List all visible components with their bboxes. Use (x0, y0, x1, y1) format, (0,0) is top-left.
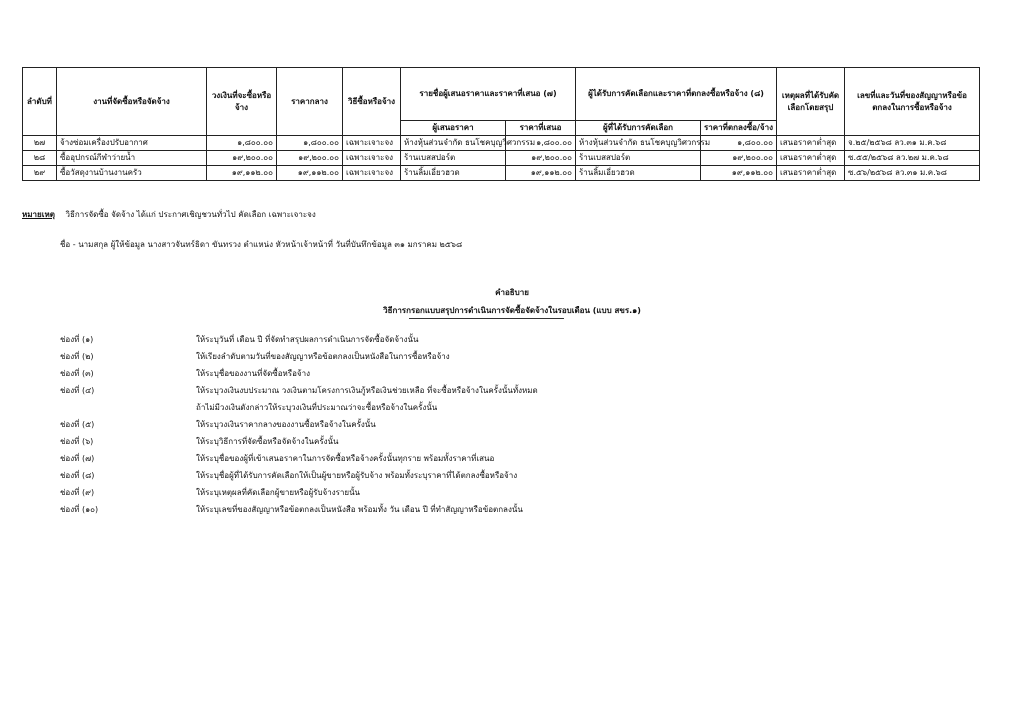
cell-bid-price: ๑๙,๑๑๒.๐๐ (506, 166, 576, 181)
subheader-bidder-name: ผู้เสนอราคา (401, 121, 506, 136)
header-seq: ลำดับที่ (23, 68, 57, 136)
header-contract: เลขที่และวันที่ของสัญญาหรือข้อตกลงในการซื้อหรือจ้าง (845, 68, 980, 136)
header-median-price: ราคากลาง (277, 68, 343, 136)
cell-budget: ๑๙,๑๑๒.๐๐ (207, 166, 277, 181)
instruction-desc: ถ้าไม่มีวงเงินดังกล่าวให้ระบุวงเงินที่ประมาณว่าจะซื้อหรือจ้างในครั้งนั้น (196, 403, 438, 412)
instruction-slot: ช่องที่ (๒) (60, 352, 94, 361)
recorder-info: ชื่อ - นามสกุล ผู้ให้ข้อมูล นางสาวจันทร์ธิดา ขันทรวง ตำแหน่ง หัวหน้าเจ้าหน้าที่ วันที่บันทึกข้อมูล ๓๑ มกราคม ๒๕๖๘ (60, 240, 463, 249)
header-item: งานที่จัดซื้อหรือจัดจ้าง (57, 68, 207, 136)
cell-reason: เสนอราคาต่ำสุด (777, 136, 845, 151)
cell-reason: เสนอราคาต่ำสุด (777, 166, 845, 181)
header-method: วิธีซื้อหรือจ้าง (343, 68, 401, 136)
header-selected: ผู้ได้รับการคัดเลือกและราคาที่ตกลงซื้อหรือจ้าง (๘) (576, 68, 777, 121)
instruction-desc: ให้ระบุวันที่ เดือน ปี ที่จัดทำสรุปผลการดำเนินการจัดซื้อจัดจ้างนั้น (196, 335, 419, 344)
cell-bid-price: ๑,๘๐๐.๐๐ (506, 136, 576, 151)
table-header-row (23, 68, 980, 121)
cell-budget: ๑๙,๒๐๐.๐๐ (207, 151, 277, 166)
cell-contract: ซ.๕๖/๒๕๖๘ ลว.๓๑ ม.ค.๖๘ (845, 166, 980, 181)
instruction-slot: ช่องที่ (๔) (60, 386, 95, 395)
list-item (60, 333, 960, 350)
instruction-slot: ช่องที่ (๑๐) (60, 505, 99, 514)
list-item (60, 350, 960, 367)
cell-method: เฉพาะเจาะจง (343, 136, 401, 151)
list-item (60, 486, 960, 503)
list-item (60, 401, 960, 418)
list-item (60, 435, 960, 452)
remark-label: หมายเหตุ (22, 210, 55, 219)
cell-method: เฉพาะเจาะจง (343, 166, 401, 181)
instruction-slot: ช่องที่ (๕) (60, 420, 95, 429)
subheader-bid-price: ราคาที่เสนอ (506, 121, 576, 136)
table-row (23, 151, 980, 166)
list-item (60, 503, 960, 520)
instruction-slot: ช่องที่ (๖) (60, 437, 94, 446)
instruction-desc: ให้ระบุวงเงินงบประมาณ วงเงินตามโครงการเงินกู้หรือเงินช่วยเหลือ ที่จะซื้อหรือจ้างในครั้งนั้นทั้งหมด (196, 386, 538, 395)
instruction-slot: ช่องที่ (๓) (60, 369, 94, 378)
explanation-subtitle: วิธีการกรอกแบบสรุปการดำเนินการจัดซื้อจัดจ้างในรอบเดือน (แบบ สขร.๑) (383, 306, 641, 315)
list-item (60, 452, 960, 469)
instruction-desc: ให้ระบุวิธีการที่จัดซื้อหรือจัดจ้างในครั้งนั้น (196, 437, 339, 446)
cell-median-price: ๑๙,๒๐๐.๐๐ (277, 151, 343, 166)
cell-contract: จ.๒๕/๒๕๖๘ ลว.๓๑ ม.ค.๖๘ (845, 136, 980, 151)
instruction-desc: ให้ระบุวงเงินราคากลางของงานซื้อหรือจ้างในครั้งนั้น (196, 420, 376, 429)
cell-agreed-price: ๑๙,๒๐๐.๐๐ (701, 151, 777, 166)
remark-text: วิธีการจัดซื้อ จัดจ้าง ได้แก่ ประกาศเชิญชวนทั่วไป คัดเลือก เฉพาะเจาะจง (65, 210, 316, 219)
instruction-desc: ให้ระบุชื่อผู้ที่ได้รับการคัดเลือกให้เป็นผู้ขายหรือผู้รับจ้าง พร้อมทั้งระบุราคาที่ได้ตกลงซื้อหรือจ้าง (196, 471, 518, 480)
cell-item: จ้างซ่อมเครื่องปรับอากาศ (57, 136, 207, 151)
list-item (60, 418, 960, 435)
cell-agreed-price: ๑,๘๐๐.๐๐ (701, 136, 777, 151)
instruction-desc: ให้เรียงลำดับตามวันที่ของสัญญาหรือข้อตกลงเป็นหนังสือในการซื้อหรือจ้าง (196, 352, 450, 361)
cell-median-price: ๑,๘๐๐.๐๐ (277, 136, 343, 151)
subheader-agreed-price: ราคาที่ตกลงซื้อ/จ้าง (701, 121, 777, 136)
list-item (60, 384, 960, 401)
subtitle-underline (409, 318, 564, 319)
cell-selected: ร้านเบสสปอร์ต (576, 151, 701, 166)
cell-seq: ๒๘ (23, 151, 57, 166)
instruction-slot: ช่องที่ (๗) (60, 454, 95, 463)
table-row (23, 136, 980, 151)
instruction-desc: ให้ระบุชื่อของผู้ที่เข้าเสนอราคาในการจัดซื้อหรือจ้างครั้งนั้นทุกราย พร้อมทั้งราคาที่เสนอ (196, 454, 495, 463)
remark (22, 208, 316, 221)
cell-reason: เสนอราคาต่ำสุด (777, 151, 845, 166)
header-budget: วงเงินที่จะซื้อหรือจ้าง (207, 68, 277, 136)
table-row (23, 166, 980, 181)
cell-method: เฉพาะเจาะจง (343, 151, 401, 166)
cell-contract: ซ.๕๕/๒๕๖๘ ลว.๒๗ ม.ค.๖๘ (845, 151, 980, 166)
instruction-slot: ช่องที่ (๘) (60, 471, 95, 480)
cell-bidder: ร้านเบสสปอร์ต (401, 151, 506, 166)
cell-bidder: ร้านลิ้มเอี่ยวฮวด (401, 166, 506, 181)
list-item (60, 469, 960, 486)
cell-item: ซื้ออุปกรณ์กีฬาว่ายน้ำ (57, 151, 207, 166)
cell-selected: ห้างหุ้นส่วนจำกัด ธนโชคบุญวิศวกรรม (576, 136, 701, 151)
cell-item: ซื้อวัสดุงานบ้านงานครัว (57, 166, 207, 181)
explanation-title: คำอธิบาย (495, 288, 529, 297)
cell-bidder: ห้างหุ้นส่วนจำกัด ธนโชคบุญวิศวกรรม (401, 136, 506, 151)
instruction-desc: ให้ระบุชื่อของงานที่จัดซื้อหรือจ้าง (196, 369, 310, 378)
cell-agreed-price: ๑๙,๑๑๒.๐๐ (701, 166, 777, 181)
header-bidders: รายชื่อผู้เสนอราคาและราคาที่เสนอ (๗) (401, 68, 576, 121)
instruction-slot: ช่องที่ (๑) (60, 335, 94, 344)
cell-bid-price: ๑๙,๒๐๐.๐๐ (506, 151, 576, 166)
header-reason: เหตุผลที่ได้รับคัดเลือกโดยสรุป (777, 68, 845, 136)
instruction-list (60, 333, 960, 520)
cell-seq: ๒๙ (23, 166, 57, 181)
instruction-desc: ให้ระบุเหตุผลที่คัดเลือกผู้ขายหรือผู้รับจ้างรายนั้น (196, 488, 361, 497)
procurement-summary-table (22, 67, 980, 181)
list-item (60, 367, 960, 384)
cell-median-price: ๑๙,๑๑๒.๐๐ (277, 166, 343, 181)
cell-budget: ๑,๘๐๐.๐๐ (207, 136, 277, 151)
cell-selected: ร้านลิ้มเอี่ยวฮวด (576, 166, 701, 181)
instruction-desc: ให้ระบุเลขที่ของสัญญาหรือข้อตกลงเป็นหนังสือ พร้อมทั้ง วัน เดือน ปี ที่ทำสัญญาหรือข้อตกลงนั้น (196, 505, 523, 514)
subheader-selected-name: ผู้ที่ได้รับการคัดเลือก (576, 121, 701, 136)
instruction-slot: ช่องที่ (๙) (60, 488, 95, 497)
cell-seq: ๒๗ (23, 136, 57, 151)
